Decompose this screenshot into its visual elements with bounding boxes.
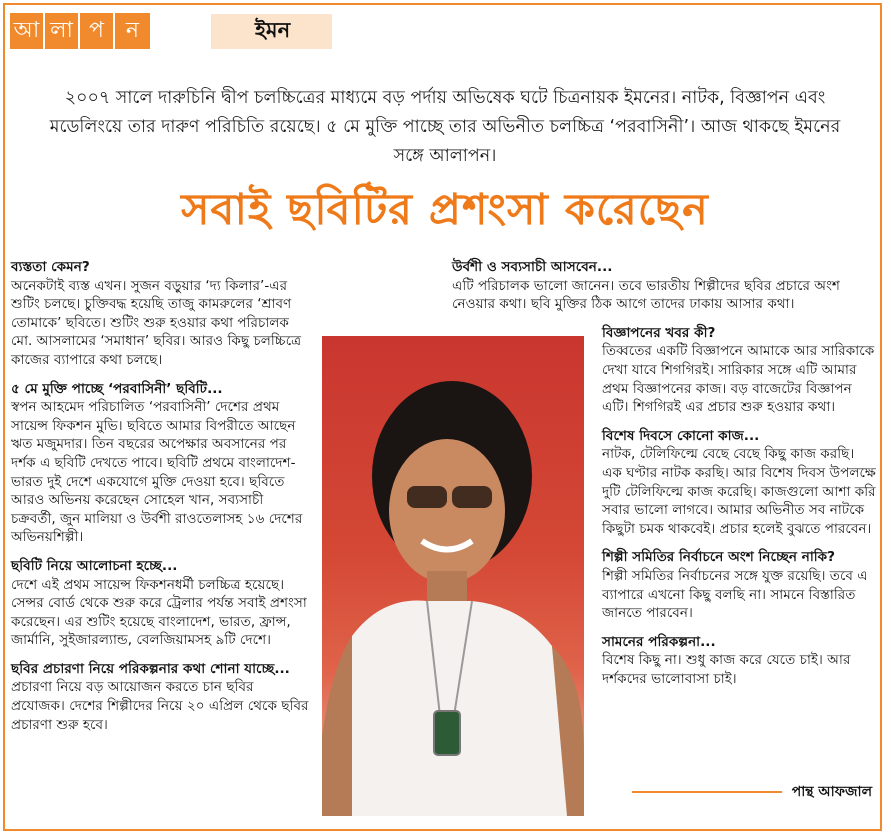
answer: দেশে এই প্রথম সায়েন্স ফিকশনধর্মী চলচ্চিত্র হয়েছে। সেন্সর বোর্ড থেকে শুরু করে ট্রেলার পর্যন্ত সবাই প্রশংসা করেছেন। এর শুটিং হয়েছে বাংলাদেশ, ভারত, ফ্রান্স, জার্মানি, সুইজারল্যান্ড, বেলজিয়ামসহ ৯টি দেশে। xyxy=(11,576,307,649)
answer: তিব্বতের একটি বিজ্ঞাপনে আমাকে আর সারিকাকে দেখা যাবে শিগগিরই। সারিকার সঙ্গে এটি আমার প্রথম বিজ্ঞাপনের কাজ। বড় বাজেটের বিজ্ঞাপন এটি। শিগগিরই এর প্রচার শুরু হওয়ার কথা। xyxy=(602,343,875,416)
qa-block xyxy=(11,557,311,650)
answer: স্বপন আহমেদ পরিচালিত ‘পরবাসিনী’ দেশের প্রথম সায়েন্স ফিকশন মুভি। ছবিতে আমার বিপরীতে আছেন ঋত মজুমদার। তিন বছরের অপেক্ষার অবসানের পর দর্শক এ ছবিটি দেখতে পাবে। ছবিটি প্রথমে বাংলাদেশ-ভারত দুই দেশে একযোগে মুক্তি দেওয়া হবে। ছবিতে আরও অভিনয় করেছেন সোহেল খান, সব্যসাচী চক্রবর্তী, জুন মালিয়া ও উর্বশী রাওতেলাসহ ১৬ দেশের অভিনয়শিল্পী। xyxy=(11,399,303,546)
left-arm xyxy=(322,636,352,816)
portrait-illustration xyxy=(322,336,584,816)
question: বিশেষ দিবসে কোনো কাজ... xyxy=(602,427,760,444)
qa-block xyxy=(602,324,877,417)
intro-paragraph: ২০০৭ সালে দারুচিনি দ্বীপ চলচ্চিত্রের মাধ্যমে বড় পর্দায় অভিষেক ঘটে চিত্রনায়ক ইমনের। নাটক, বিজ্ঞাপন এবং মডেলিংয়ে তার দারুণ পরিচিতি রয়েছে। ৫ মে মুক্তি পাচ্ছে তার অভিনীত চলচ্চিত্র ‘পরবাসিনী’। আজ থাকছে ইমনের সঙ্গে আলাপন। xyxy=(49,88,841,166)
qa-block xyxy=(11,660,311,734)
qa-block xyxy=(452,258,877,314)
question: ৫ মে মুক্তি পাচ্ছে ‘পরবাসিনী’ ছবিটি... xyxy=(11,380,223,397)
qa-block xyxy=(602,548,877,622)
answer: বিশেষ কিছু না। শুধু কাজ করে যেতে চাই। আর দর্শকদের ভালোবাসা চাই। xyxy=(602,652,851,687)
kicker-letter: প xyxy=(80,13,115,49)
qa-block xyxy=(11,380,311,547)
kicker-letter: ন xyxy=(115,13,150,49)
byline xyxy=(610,780,872,804)
qa-block xyxy=(602,633,877,689)
section-kicker xyxy=(10,13,150,49)
kicker-letter: লা xyxy=(45,13,80,49)
question: শিল্পী সমিতির নির্বাচনে অংশ নিচ্ছেন নাকি? xyxy=(602,549,836,566)
kicker-letter: আ xyxy=(10,13,45,49)
white-tanktop xyxy=(342,600,572,816)
question: সামনের পরিকল্পনা... xyxy=(602,633,716,650)
question: ছবিটি নিয়ে আলোচনা হচ্ছে... xyxy=(11,557,178,574)
question: বিজ্ঞাপনের খবর কী? xyxy=(602,324,716,341)
byline-name: পান্থ আফজাল xyxy=(791,784,872,800)
byline-rule xyxy=(632,791,782,793)
left-column xyxy=(11,258,311,744)
face xyxy=(389,439,505,583)
sunglasses-left xyxy=(407,486,447,508)
headline: সবাই ছবিটির প্রশংসা করেছেন xyxy=(181,185,709,235)
answer: প্রচারণা নিয়ে বড় আয়োজন করতে চান ছবির প্রযোজক। দেশের শিল্পীদের নিয়ে ২০ এপ্রিল থেকে ছবির প্রচারণা শুরু হবে। xyxy=(11,679,309,733)
answer: এটি পরিচালক ভালো জানেন। তবে ভারতীয় শিল্পীদের ছবির প্রচারে অংশ নেওয়ার কথা। ছবি মুক্তির ঠিক আগে তাদের ঢাকায় আসার কথা। xyxy=(452,277,840,313)
sunglasses-right xyxy=(452,486,492,508)
qa-block xyxy=(602,427,877,539)
question: উর্বশী ও সব্যসাচী আসবেন... xyxy=(452,259,613,275)
answer: অনেকটাই ব্যস্ত এখন। সুজন বড়ুয়ার ‘দ্য কিলার’-এর শুটিং চলছে। চুক্তিবদ্ধ হয়েছি তাজু কামরুলের ‘শ্রাবণ তোমাকে’ ছবিতে। শুটিং শুরু হওয়ার কথা পরিচালক মো. আসলামের ‘সমাধান’ ছবির। আরও কিছু চলচ্চিত্রে কাজের ব্যাপারে কথা চলছে। xyxy=(11,277,302,368)
right-column xyxy=(452,258,877,698)
qa-block xyxy=(11,258,311,370)
answer: নাটক, টেলিফিল্মে বেছে বেছে কিছু কাজ করছি। এক ঘণ্টার নাটক করছি। আর বিশেষ দিবস উপলক্ষে দুটি টেলিফিল্মে কাজ করেছি। কাজগুলো আশা করি সবার ভালো লাগবে। আমার অভিনীত সব নাটকে কিছুটা চমক থাকবেই। প্রচার হলেই বুঝতে পারবেন। xyxy=(602,446,876,537)
pendant xyxy=(434,711,460,755)
person-name-tag: ইমন xyxy=(211,14,332,49)
answer: শিল্পী সমিতির নির্বাচনের সঙ্গে যুক্ত রয়েছি। তবে এ ব্যাপারে এখনো কিছু বলছি না। সামনে বিস্তারিত জানতে পারবেন। xyxy=(602,567,868,622)
portrait-photo xyxy=(322,336,584,816)
question: ব্যস্ততা কেমন? xyxy=(11,259,90,275)
question: ছবির প্রচারণা নিয়ে পরিকল্পনার কথা শোনা যাচ্ছে... xyxy=(11,660,290,677)
